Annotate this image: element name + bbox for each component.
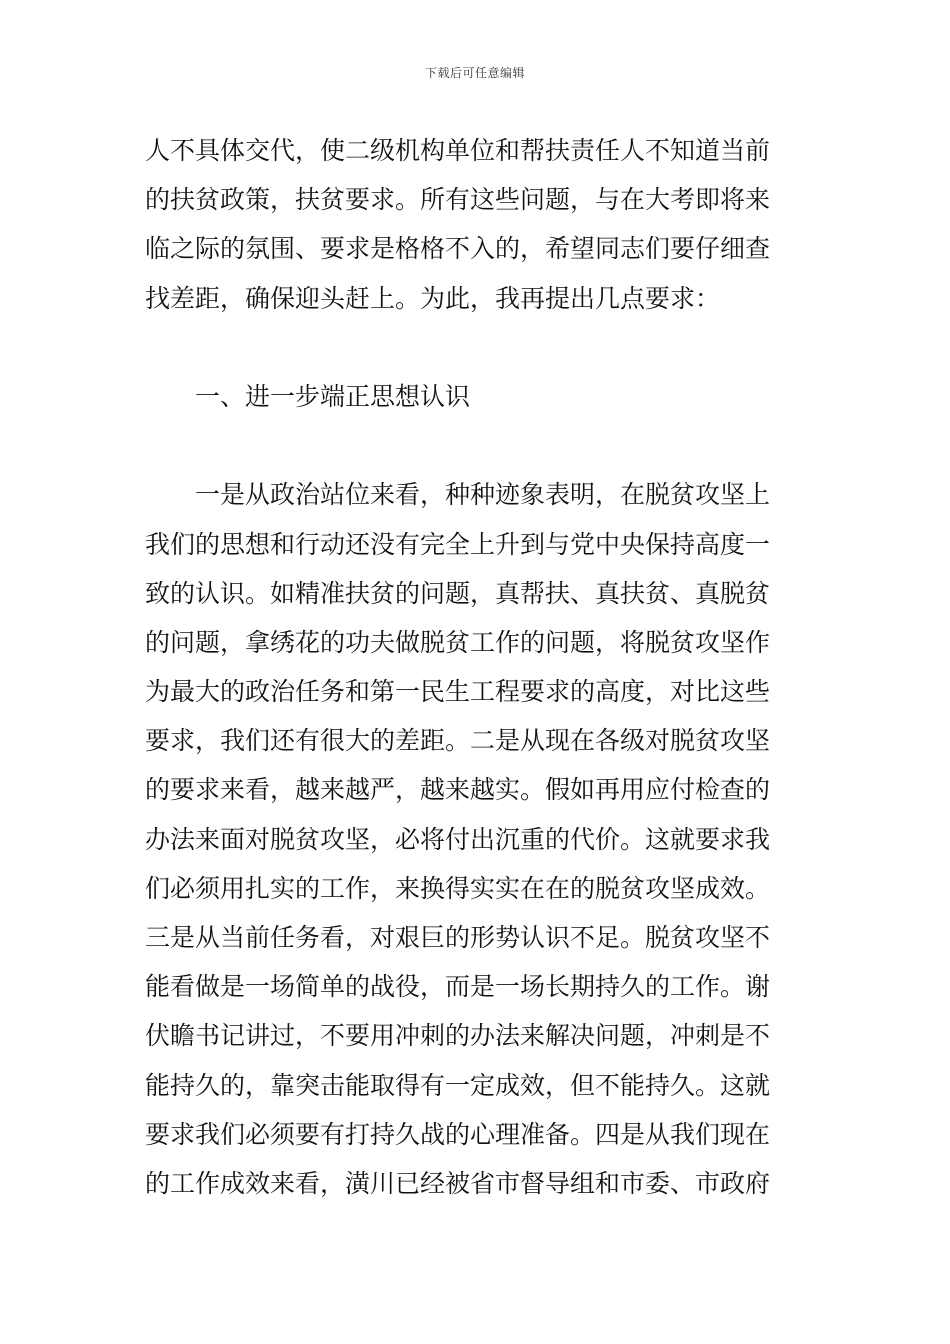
paragraph-2 — [145, 470, 810, 1208]
paragraph-line: 为最大的政治任务和第一民生工程要求的高度，对比这些 — [145, 677, 771, 707]
paragraph-line: 的扶贫政策，扶贫要求。所有这些问题，与在大考即将来 — [145, 185, 771, 215]
paragraph-line: 的问题，拿绣花的功夫做脱贫工作的问题，将脱贫攻坚作 — [145, 627, 771, 657]
paragraph-line: 的要求来看，越来越严，越来越实。假如再用应付检查的 — [145, 775, 771, 805]
paragraph-line: 人不具体交代，使二级机构单位和帮扶责任人不知道当前 — [145, 136, 771, 165]
paragraph-1 — [145, 126, 810, 323]
paragraph-line: 能看做是一场简单的战役，而是一场长期持久的工作。谢 — [145, 972, 771, 1002]
paragraph-line: 们必须用扎实的工作，来换得实实在在的脱贫攻坚成效。 — [145, 873, 771, 903]
paragraph-line: 能持久的，靠突击能取得有一定成效，但不能持久。这就 — [145, 1070, 771, 1100]
paragraph-line: 找差距，确保迎头赶上。为此，我再提出几点要求： — [145, 283, 721, 313]
section-heading: 一、进一步端正思想认识 — [195, 381, 471, 411]
paragraph-line: 伏瞻书记讲过，不要用冲刺的办法来解决问题，冲刺是不 — [145, 1021, 771, 1051]
page-header: 下载后可任意编辑 — [424, 66, 525, 80]
paragraph-line: 三是从当前任务看，对艰巨的形势认识不足。脱贫攻坚不 — [145, 923, 771, 952]
blank-line — [145, 421, 810, 470]
paragraph-line: 一是从政治站位来看，种种迹象表明，在脱贫攻坚上 — [195, 480, 771, 510]
blank-line — [145, 323, 810, 372]
paragraph-line: 要求，我们还有很大的差距。二是从现在各级对脱贫攻坚 — [145, 726, 771, 756]
paragraph-line: 办法来面对脱贫攻坚，必将付出沉重的代价。这就要求我 — [145, 824, 771, 854]
paragraph-line: 我们的思想和行动还没有完全上升到与党中央保持高度一 — [145, 529, 771, 559]
document-body — [145, 126, 810, 1208]
paragraph-line: 的工作成效来看，潢川已经被省市督导组和市委、市政府 — [145, 1168, 771, 1198]
paragraph-line: 致的认识。如精准扶贫的问题，真帮扶、真扶贫、真脱贫 — [145, 578, 771, 608]
paragraph-line: 临之际的氛围、要求是格格不入的，希望同志们要仔细查 — [145, 234, 771, 264]
paragraph-line: 要求我们必须要有打持久战的心理准备。四是从我们现在 — [145, 1119, 771, 1149]
